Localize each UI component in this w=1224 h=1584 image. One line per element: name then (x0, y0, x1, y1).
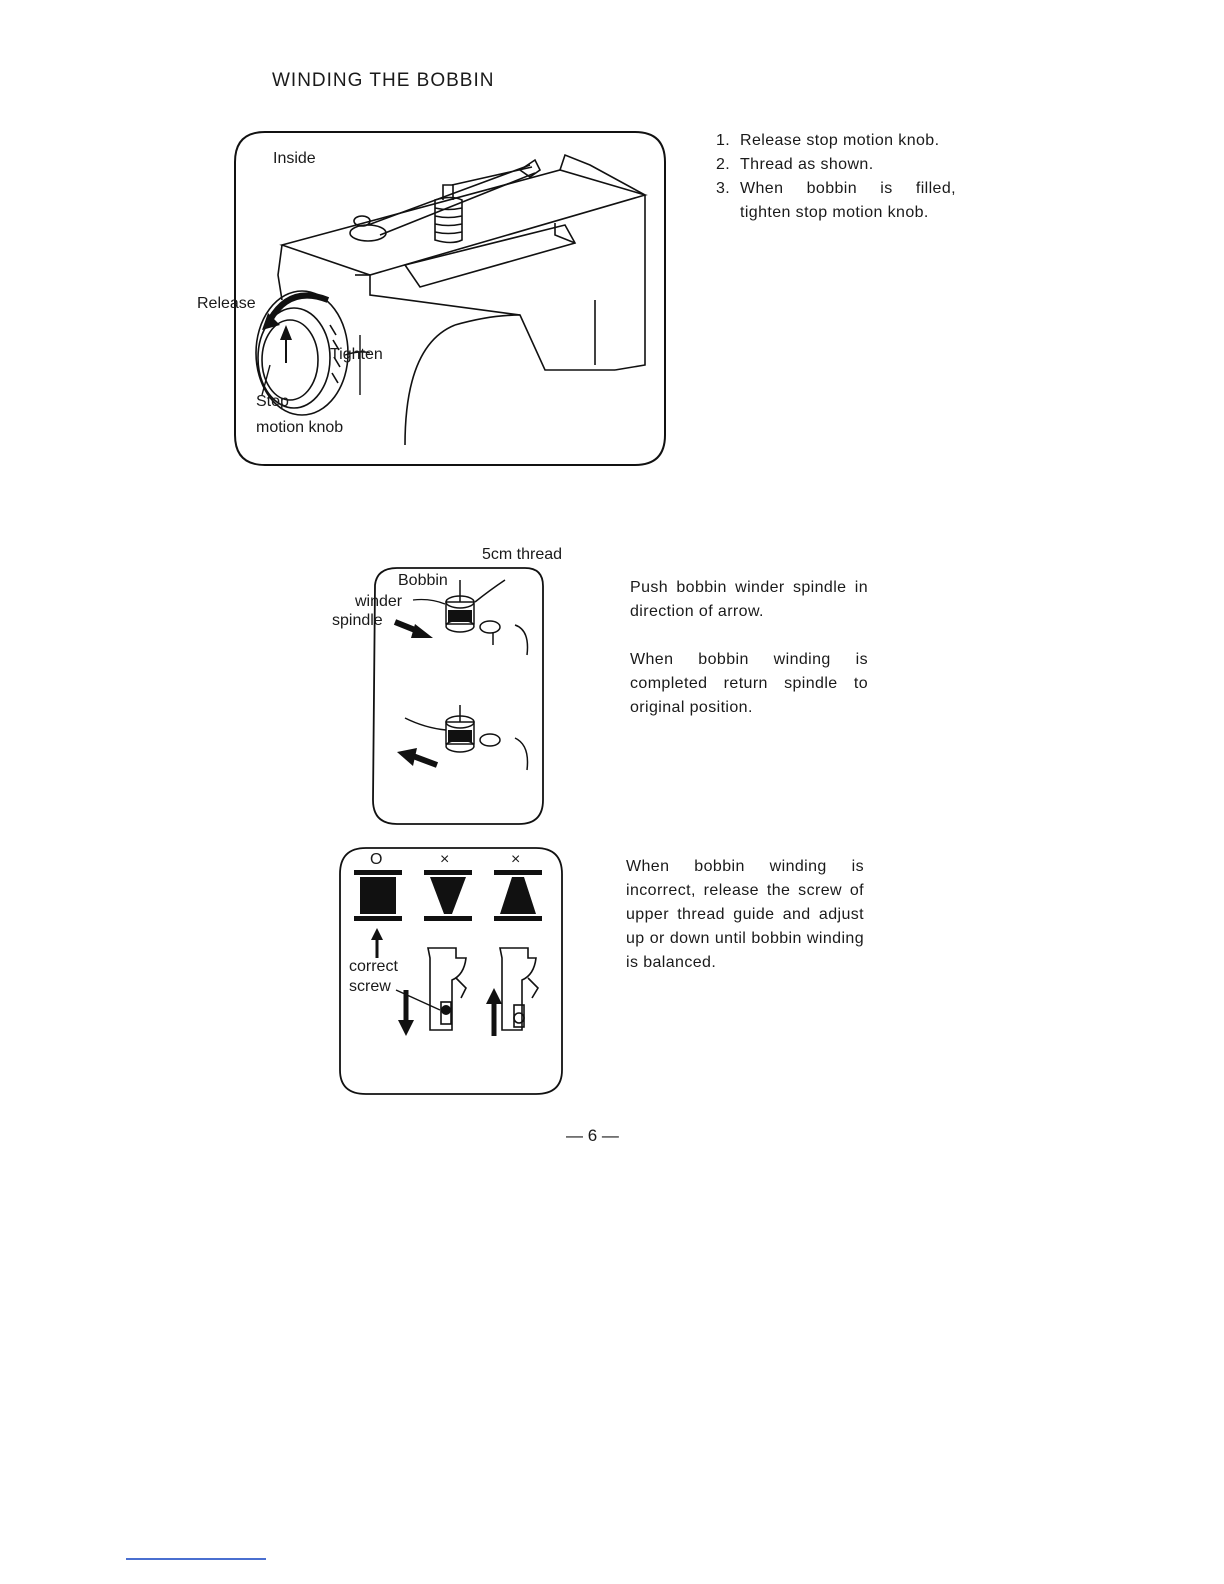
label-correct: correct (349, 958, 398, 975)
page-number: — 6 — (566, 1126, 619, 1145)
label-winder: winder (355, 593, 403, 610)
steps-list (716, 129, 956, 225)
mark-incorrect: × (511, 851, 521, 868)
label-tighten: Tighten (330, 346, 383, 363)
step-number: 1. (716, 132, 731, 149)
paragraph-return-spindle: When bobbin winding is completed return spindle to original position. (630, 651, 868, 716)
label-inside: Inside (273, 150, 316, 167)
mark-incorrect: × (440, 851, 450, 868)
mark-correct: O (370, 851, 383, 868)
step-number: 3. (716, 180, 731, 197)
step-text: When bobbin is filled, tighten stop motion knob. (740, 180, 956, 221)
step-number: 2. (716, 156, 731, 173)
bottom-rule (126, 1558, 266, 1560)
step-text: Thread as shown. (740, 156, 874, 173)
page-title: WINDING THE BOBBIN (272, 70, 495, 91)
label-screw: screw (349, 978, 391, 995)
paragraph-incorrect-winding: When bobbin winding is incorrect, release the screw of upper thread guide and adjust up or down until bobbin winding is balanced. (626, 858, 864, 971)
step-item (716, 153, 956, 177)
step-item (716, 177, 956, 225)
step-item (716, 129, 956, 153)
label-5cm-thread: 5cm thread (482, 546, 563, 563)
paragraph-push-spindle: Push bobbin winder spindle in direction of arrow. (630, 579, 868, 620)
label-motion-knob: motion knob (256, 419, 344, 436)
label-bobbin: Bobbin (398, 572, 448, 589)
label-release: Release (197, 295, 256, 312)
step-text: Release stop motion knob. (740, 132, 940, 149)
label-stop: Stop (256, 393, 289, 410)
label-spindle: spindle (332, 612, 383, 629)
